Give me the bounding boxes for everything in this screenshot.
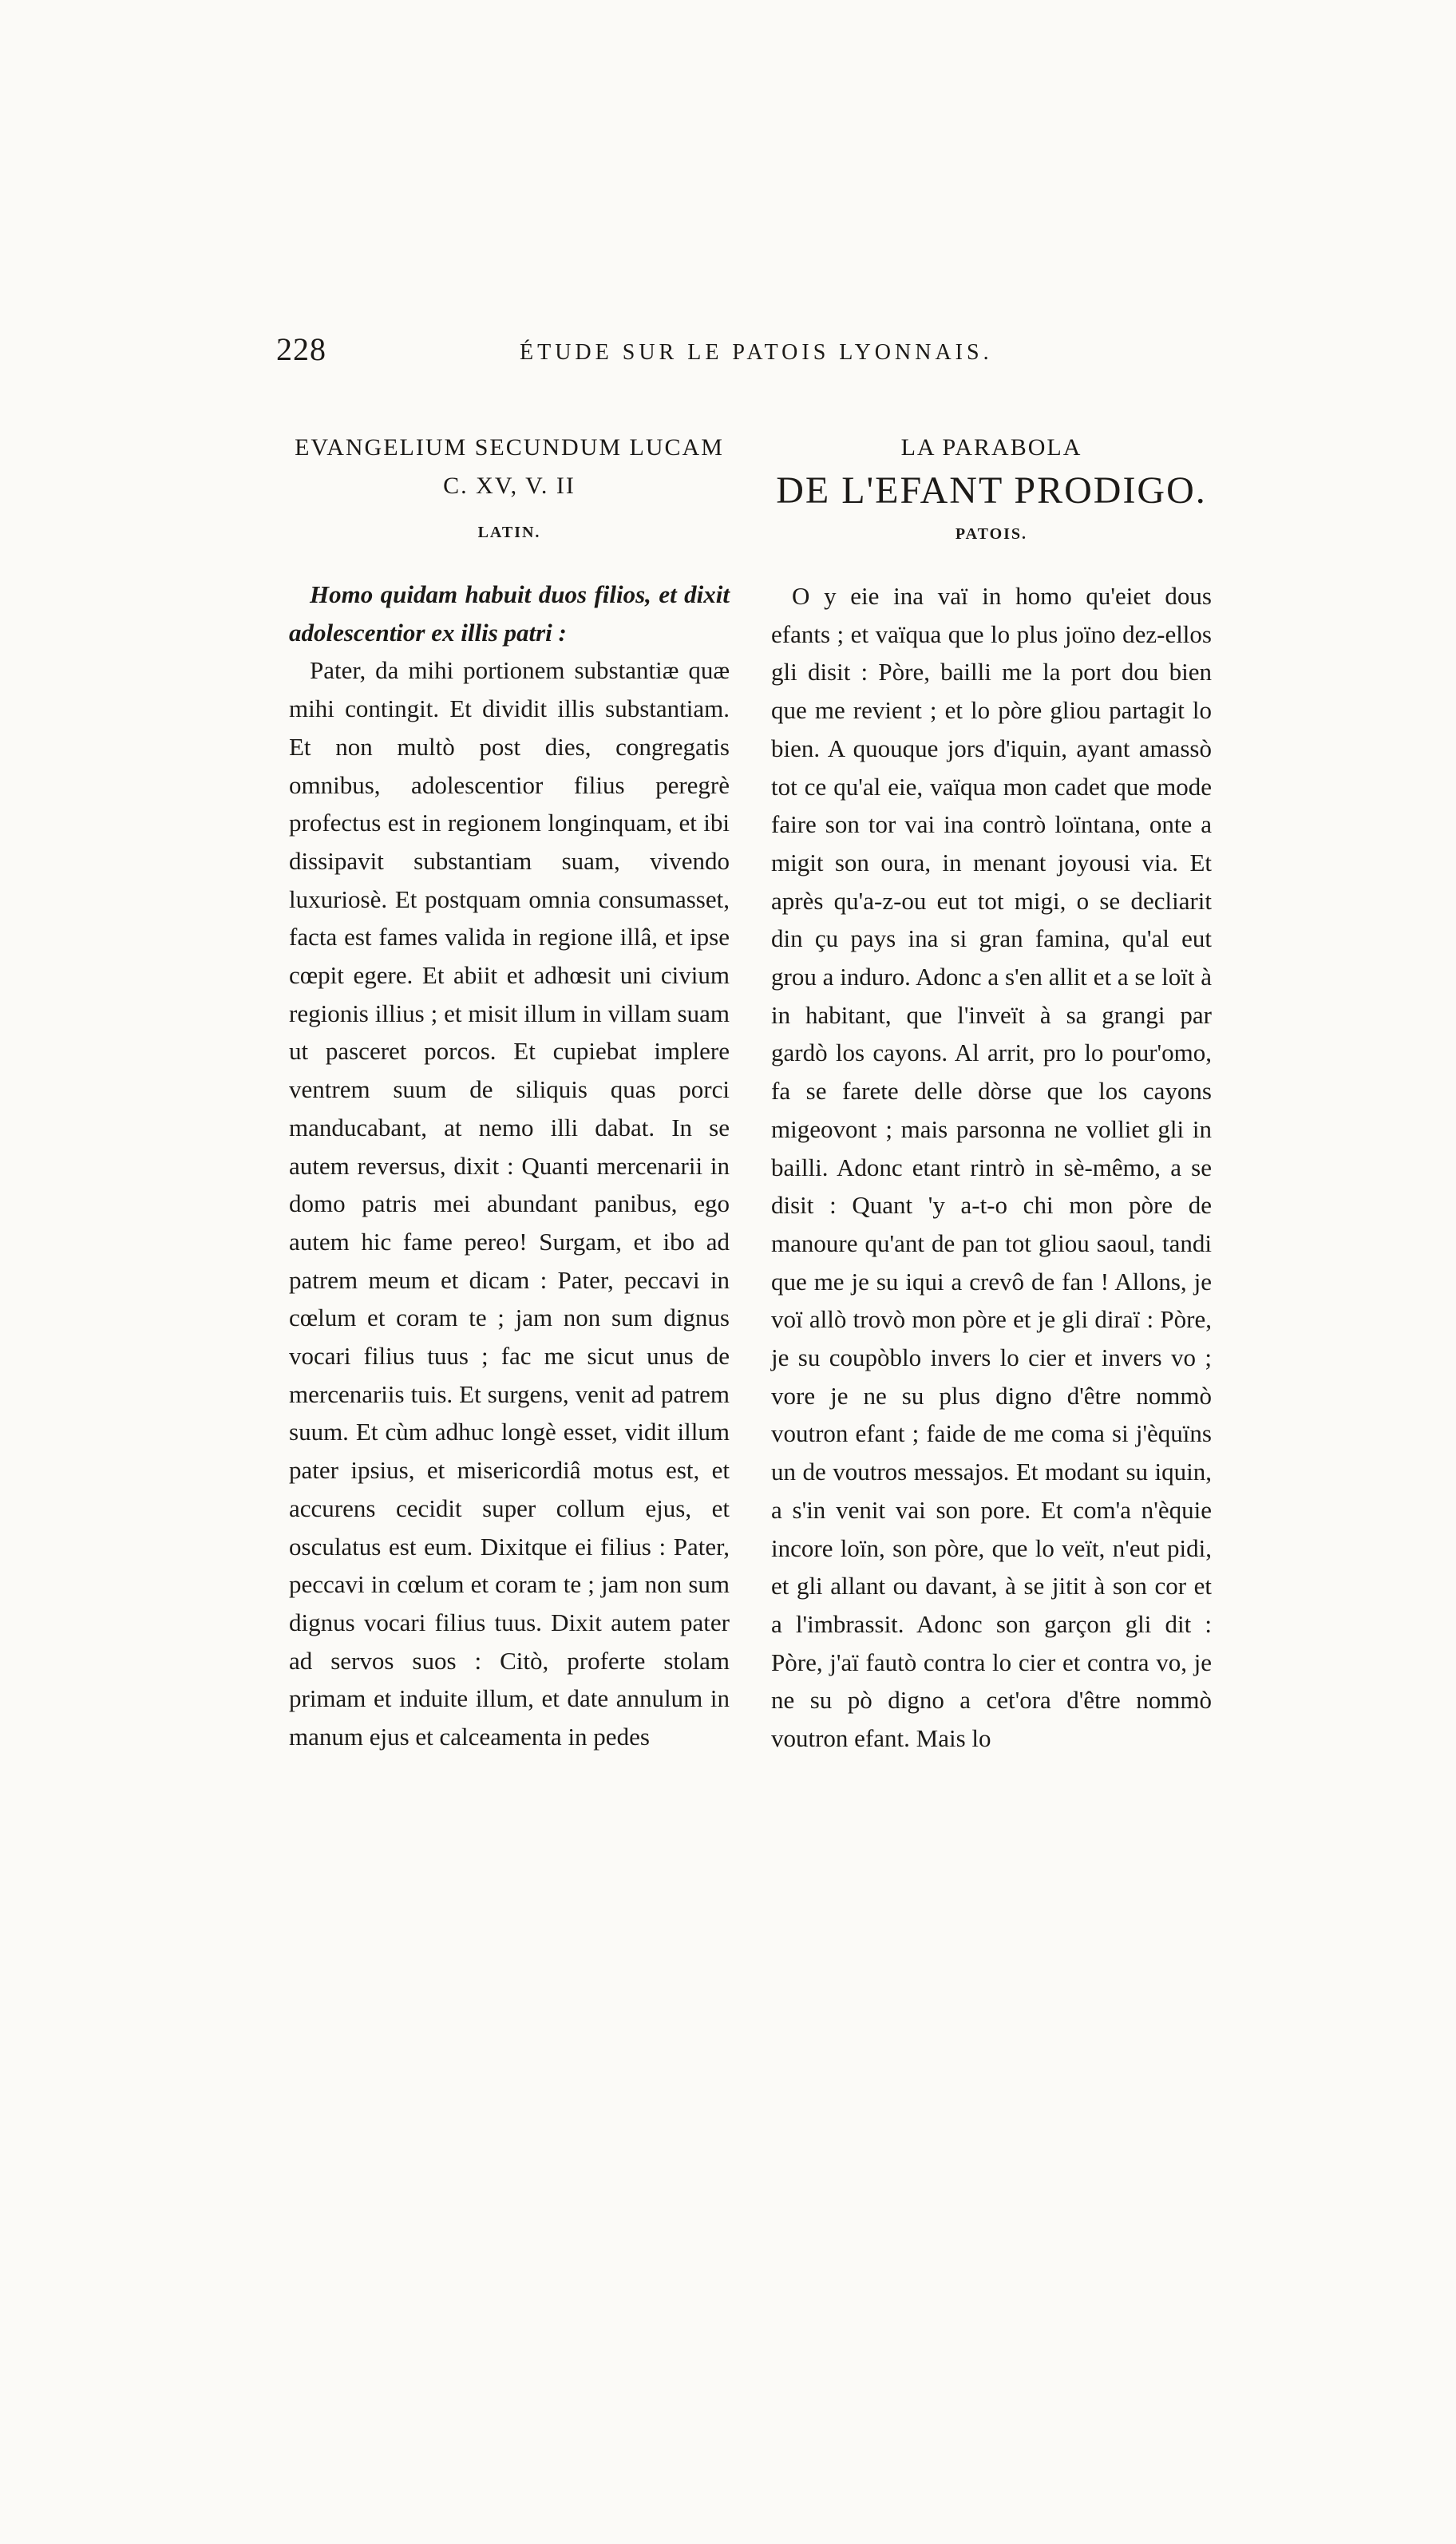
patois-title-large: DE L'EFANT PRODIGO. (776, 469, 1207, 512)
patois-text (771, 577, 1212, 1758)
latin-title: EVANGELIUM SECUNDUM LUCAM (295, 434, 724, 461)
patois-body: O y eie ina vaï in homo qu'eiet dous efants ; et vaïqua que lo plus joïno dez-ellos gli disit : Pòre, bailli me la port dou bien que me revient ; et lo pòre gliou partagit lo bien. A quouque jors d'iquin, ayant amassò tot ce qu'al eie, vaïqua mon cadet que mode faire son tor vai ina contrò loïntana, onte a migit son oura, in menant joyousi via. Et après qu'a-z-ou eut tot migi, o se decliarit din çu pays ina si gran famina, qu'al eut grou a induro. Adonc a s'en allit et a se loït à in habitant, que l'inveït à sa grangi par gardò los cayons. Al arrit, pro lo pour'omo, fa se farete delle dòrse que los cayons migeovont ; mais parsonna ne volliet gli in bailli. Adonc etant rintrò in sè-mêmo, a se disit : Quant 'y a-t-o chi mon pòre de manoure qu'ant de pan tot gliou saoul, tandi que me je su iqui a crevô de fan ! Allons, je voï allò trovò mon pòre et je gli diraï : Pòre, je su coupòblo invers lo cier et invers vo ; vore je ne su plus digno d'être nommò voutron efant ; faide de me coma si j'èquïns un de voutros messajos. Et modant su iquin, a s'in venit vai son pore. Et com'a n'èquie incore loïn, son pòre, que lo veït, n'eut pidi, et gli allant ou davant, à se jitit à son cor et a l'imbrassit. Adonc son garçon gli dit : Pòre, j'aï fautò contra lo cier et contra vo, je ne su pò digno a cet'ora d'être nommò voutron efant. Mais lo (771, 582, 1212, 1753)
patois-title: LA PARABOLA (900, 434, 1082, 461)
patois-language-label: PATOIS. (955, 525, 1028, 543)
latin-body: Pater, da mihi portionem substantiæ quæ mihi contingit. Et dividit illis substantiam. Et non multò post dies, congregatis omnibus, adolescentior filius peregrè profectus est in regionem longinquam, et ibi dissipavit substantiam suam, vivendo luxuriosè. Et postquam omnia consumasset, facta est fames valida in regione illâ, et ipse cœpit egere. Et abiit et adhœsit uni civium regionis illius ; et misit illum in villam suam ut pasceret porcos. Et cupiebat implere ventrem suum de siliquis quas porci manducabant, at nemo illi dabat. In se autem reversus, dixit : Quanti mercenarii in domo patris mei abundant panibus, ego autem hic fame pereo! Surgam, et ibo ad patrem meum et dicam : Pater, peccavi in cœlum et coram te ; jam non sum dignus vocari filius tuus ; fac me sicut unus de mercenariis tuis. Et surgens, venit ad patrem suum. Et cùm adhuc longè esset, vidit illum pater ipsius, et misericordiâ motus est, et accurens cecidit super collum ejus, et osculatus est eum. Dixitque ei filius : Pater, peccavi in cœlum et coram te ; jam non sum dignus vocari filius tuus. Dixit autem pater ad servos suos : Citò, proferte stolam primam et induite illum, et date annulum in manum ejus et calceamenta in pedes (289, 656, 730, 1751)
patois-column (771, 428, 1212, 1758)
running-title: ÉTUDE SUR LE PATOIS LYONNAIS. (520, 340, 993, 365)
page-number: 228 (276, 331, 326, 367)
latin-intro: Homo quidam habuit duos filios, et dixit adolescentior ex illis patri : (289, 580, 730, 647)
latin-language-label: LATIN. (477, 524, 541, 541)
latin-chapter-reference: C. XV, V. II (443, 473, 576, 499)
latin-column (289, 428, 730, 1756)
running-head (276, 330, 1076, 375)
latin-text (289, 576, 730, 1756)
